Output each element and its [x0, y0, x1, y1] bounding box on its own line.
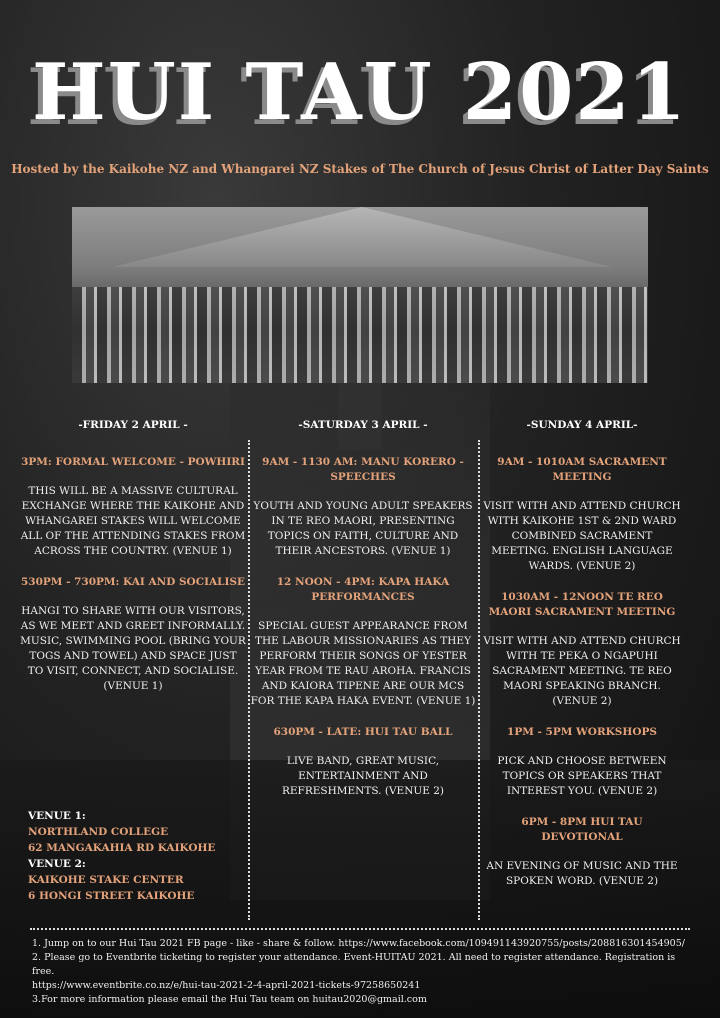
footer-notes [32, 937, 692, 1007]
day-heading: -SATURDAY 3 APRIL - [298, 419, 428, 431]
footer-eventbrite-link[interactable]: https://www.eventbrite.co.nz/e/hui-tau-2021-2-4-april-2021-tickets-97258650241 [32, 980, 421, 991]
event-description: YOUTH AND YOUNG ADULT SPEAKERS IN TE REO MAORI, PRESENTING TOPICS ON FAITH, CULTURE AND THEIR ANCESTORS. (VENUE 1) [253, 500, 473, 557]
event-title: 1PM - 5PM WORKSHOPS [507, 726, 657, 738]
venue-list [28, 808, 215, 904]
event-title: 630PM - LATE: HUI TAU BALL [273, 726, 453, 738]
photo-crowd [72, 287, 648, 383]
event-description: AN EVENING OF MUSIC AND THE SPOKEN WORD. (VENUE 2) [486, 860, 678, 887]
page-title: HUI TAU 2021 [32, 47, 688, 138]
schedule-column-sunday [482, 418, 682, 905]
footer-facebook-note[interactable]: 1. Jump on to our Hui Tau 2021 FB page - like - share & follow. https://www.facebook.com/109491143920755/posts/208816301454905/ [32, 938, 685, 949]
event-title: 530PM - 730PM: KAI AND SOCIALISE [20, 576, 246, 588]
venue-1-address: 62 MANGAKAHIA RD KAIKOHE [28, 842, 216, 854]
event-description: SPECIAL GUEST APPEARANCE FROM THE LABOUR MISSIONARIES AS THEY PERFORM THEIR SONGS OF YESTER YEAR FROM TE RAU AROHA. FRANCIS AND KAIORA TIPENE ARE OUR MCS FOR THE KAPA HAKA EVENT. (VENUE 1) [250, 620, 476, 707]
event-title: 6PM - 8PM HUI TAU DEVOTIONAL [521, 816, 643, 843]
historic-group-photo [72, 207, 648, 383]
day-heading: -SUNDAY 4 APRIL- [526, 419, 638, 431]
footer-registration-note: 2. Please go to Eventbrite ticketing to register your attendance. Event-HUITAU 2021. All need to register attendance. Registration is free. [32, 952, 676, 977]
day-heading: -FRIDAY 2 APRIL - [78, 419, 188, 431]
event-description: LIVE BAND, GREAT MUSIC, ENTERTAINMENT AND REFRESHMENTS. (VENUE 2) [281, 755, 445, 797]
event-description: THIS WILL BE A MASSIVE CULTURAL EXCHANGE WHERE THE KAIKOHE AND WHANGAREI STAKES WILL WELCOME ALL OF THE ATTENDING STAKES FROM ACROSS THE COUNTRY. (VENUE 1) [20, 485, 246, 557]
venue-1-label: VENUE 1: [28, 810, 86, 822]
page-subtitle: Hosted by the Kaikohe NZ and Whangarei NZ Stakes of The Church of Jesus Christ of Latter Day Saints [11, 162, 709, 176]
venue-2-name: KAIKOHE STAKE CENTER [28, 874, 184, 886]
footer-email-note[interactable]: 3.For more information please email the Hui Tau team on huitau2020@gmail.com [32, 994, 427, 1005]
event-title: 1030AM - 12NOON TE REO MAORI SACRAMENT MEETING [488, 591, 676, 618]
event-title: 9AM - 1010AM SACRAMENT MEETING [497, 456, 667, 483]
column-divider-right [478, 440, 480, 920]
schedule-column-saturday [250, 418, 476, 815]
footer-divider [30, 928, 690, 930]
schedule-column-friday [20, 418, 246, 710]
photo-roof [112, 207, 612, 267]
venue-2-address: 6 HONGI STREET KAIKOHE [28, 890, 195, 902]
event-description: HANGI TO SHARE WITH OUR VISITORS, AS WE MEET AND GREET INFORMALLY. MUSIC, SWIMMING POOL (BRING YOUR TOGS AND TOWEL) AND SPACE JUST TO VISIT, CONNECT, AND SOCIALISE. (VENUE 1) [20, 605, 246, 692]
event-description: VISIT WITH AND ATTEND CHURCH WITH TE PEKA O NGAPUHI SACRAMENT MEETING. TE REO MAORI SPEAKING BRANCH. (VENUE 2) [483, 635, 681, 707]
event-description: PICK AND CHOOSE BETWEEN TOPICS OR SPEAKERS THAT INTEREST YOU. (VENUE 2) [497, 755, 667, 797]
venue-1-name: NORTHLAND COLLEGE [28, 826, 169, 838]
event-title: 3PM: FORMAL WELCOME - POWHIRI [21, 456, 245, 468]
event-title: 12 NOON - 4PM: KAPA HAKA PERFORMANCES [276, 576, 450, 603]
event-description: VISIT WITH AND ATTEND CHURCH WITH KAIKOHE 1ST & 2ND WARD COMBINED SACRAMENT MEETING. ENGLISH LANGUAGE WARDS. (VENUE 2) [483, 500, 681, 572]
event-title: 9AM - 1130 AM: MANU KORERO - SPEECHES [262, 456, 464, 483]
venue-2-label: VENUE 2: [28, 858, 86, 870]
